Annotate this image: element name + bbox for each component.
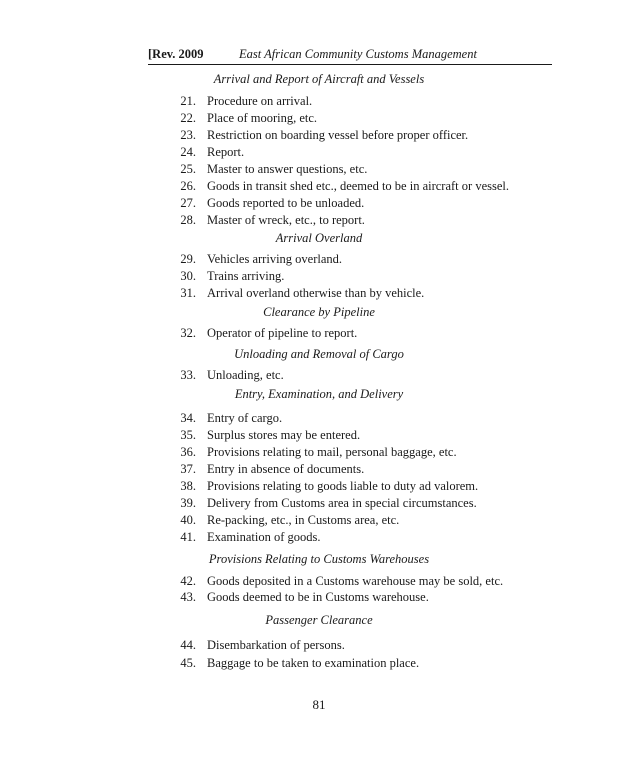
section-title: Re-packing, etc., in Customs area, etc. [207,513,400,527]
section-title: Goods deposited in a Customs warehouse may be sold, etc. [207,574,504,588]
section-number: 21. [180,94,196,108]
section-title: Trains arriving. [207,269,285,283]
section-number: 27. [180,196,196,210]
section-heading: Passenger Clearance [265,613,373,627]
section-number: 35. [180,428,196,442]
section-title: Operator of pipeline to report. [207,326,358,340]
section-number: 43. [180,590,196,604]
page-number: 81 [312,697,326,712]
section-number: 39. [180,496,196,510]
section-heading: Clearance by Pipeline [263,305,375,319]
revision-label: [Rev. 2009 [148,47,204,61]
section-title: Provisions relating to goods liable to duty ad valorem. [207,479,479,493]
section-title: Entry in absence of documents. [207,462,365,476]
section-number: 32. [180,326,196,340]
section-number: 24. [180,145,196,159]
section-number: 31. [180,286,196,300]
section-title: Goods reported to be unloaded. [207,196,365,210]
section-number: 23. [180,128,196,142]
section-number: 38. [180,479,196,493]
section-heading: Provisions Relating to Customs Warehouses [208,552,430,566]
section-title: Arrival overland otherwise than by vehicle. [207,286,425,300]
section-number: 37. [180,462,196,476]
section-number: 34. [180,411,196,425]
section-number: 33. [180,368,196,382]
section-title: Examination of goods. [207,530,321,544]
section-title: Entry of cargo. [207,411,283,425]
section-title: Goods in transit shed etc., deemed to be in aircraft or vessel. [207,179,509,193]
section-number: 40. [180,513,196,527]
section-title: Provisions relating to mail, personal baggage, etc. [207,445,457,459]
section-title: Vehicles arriving overland. [207,252,343,266]
running-title: East African Community Customs Management [239,47,477,61]
section-title: Procedure on arrival. [207,94,313,108]
section-heading: Entry, Examination, and Delivery [234,387,404,401]
section-number: 28. [180,213,196,227]
section-title: Baggage to be taken to examination place. [207,656,420,670]
section-number: 41. [180,530,196,544]
section-number: 44. [180,638,196,652]
section-title: Restriction on boarding vessel before proper officer. [207,128,469,142]
section-number: 30. [180,269,196,283]
section-title: Place of mooring, etc. [207,111,318,125]
section-title: Master of wreck, etc., to report. [207,213,365,227]
section-title: Goods deemed to be in Customs warehouse. [207,590,429,604]
section-heading: Unloading and Removal of Cargo [234,347,404,361]
section-title: Report. [207,145,245,159]
section-title: Delivery from Customs area in special circumstances. [207,496,477,510]
section-title: Master to answer questions, etc. [207,162,368,176]
section-heading: Arrival and Report of Aircraft and Vessels [213,72,425,86]
section-number: 42. [180,574,196,588]
section-number: 29. [180,252,196,266]
section-number: 22. [180,111,196,125]
section-heading: Arrival Overland [275,231,363,245]
section-number: 25. [180,162,196,176]
section-number: 36. [180,445,196,459]
section-title: Unloading, etc. [207,368,284,382]
section-number: 26. [180,179,196,193]
section-title: Disembarkation of persons. [207,638,345,652]
running-header [148,46,552,65]
section-number: 45. [180,656,196,670]
section-title: Surplus stores may be entered. [207,428,361,442]
